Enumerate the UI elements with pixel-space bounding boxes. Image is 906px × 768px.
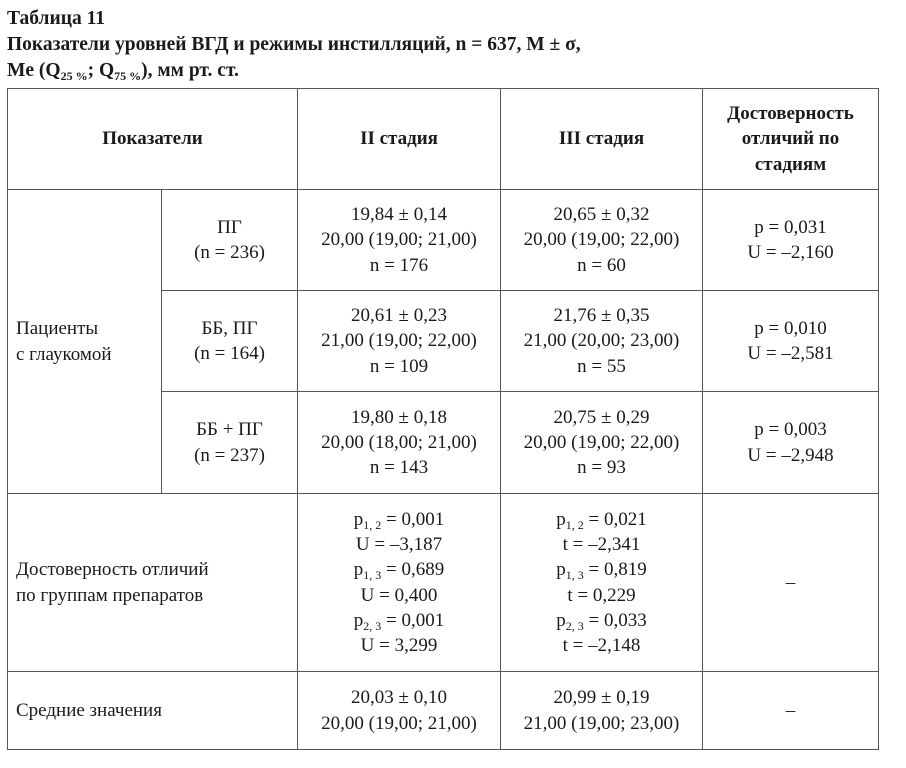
p13-value: $p_{1, 3} = 0,819$	[556, 559, 647, 583]
median-iqr: 20,00 (19,00; 22,00)	[523, 431, 680, 453]
subgroup-count: (n = 164)	[194, 343, 265, 364]
sample-size: n = 143	[369, 457, 429, 479]
median-iqr: 20,00 (19,00; 22,00)	[523, 229, 680, 251]
median-iqr: 21,00 (19,00; 22,00)	[321, 330, 477, 352]
title-part-b: ; Q	[87, 60, 115, 81]
u-statistic: U = –2,160	[747, 242, 834, 263]
header-row	[8, 89, 879, 190]
u-statistic: U = –2,581	[747, 343, 834, 364]
stage-3-cell	[501, 291, 703, 392]
p-value: p = 0,010	[754, 317, 827, 339]
t13-statistic: t = 0,229	[567, 584, 636, 606]
patients-group-label	[8, 190, 162, 494]
means-label: Средние значения	[8, 672, 298, 750]
subgroup-name: ББ, ПГ	[201, 317, 258, 339]
subgroup-label	[162, 291, 298, 392]
table-title-line-1: Показатели уровней ВГД и режимы инстилляций, n = 637, M ± σ,	[7, 34, 581, 55]
stage-3-cell	[501, 190, 703, 291]
iop-data-table	[7, 88, 879, 750]
significance-cell	[703, 291, 879, 392]
mean-sd: 20,61 ± 0,23	[351, 305, 447, 327]
median-iqr: 20,00 (18,00; 21,00)	[321, 431, 477, 453]
p-value: p = 0,031	[754, 216, 827, 238]
mean-sd: 20,65 ± 0,32	[553, 204, 650, 226]
median-iqr: 21,00 (20,00; 23,00)	[523, 330, 680, 352]
sample-size: n = 60	[577, 254, 626, 276]
u13-statistic: U = 0,400	[360, 584, 438, 606]
median-iqr: 21,00 (19,00; 23,00)	[523, 712, 680, 734]
subgroup-count: (n = 236)	[194, 242, 265, 263]
drug-groups-label-line-1: Достоверность отличий	[16, 559, 209, 581]
table-caption	[7, 6, 581, 84]
sample-size: n = 93	[577, 457, 626, 479]
median-iqr: 20,00 (19,00; 21,00)	[321, 229, 477, 251]
t12-statistic: t = –2,341	[562, 533, 641, 555]
subgroup-label	[162, 190, 298, 291]
header-significance-line-1: Достоверность	[727, 103, 854, 125]
mean-sd: 20,99 ± 0,19	[553, 687, 650, 709]
u23-statistic: U = 3,299	[360, 635, 438, 657]
subgroup-label	[162, 392, 298, 494]
p12-value: $p_{1, 2} = 0,001$	[353, 508, 445, 532]
patients-label-line-2: с глаукомой	[16, 343, 112, 365]
means-significance: –	[703, 672, 879, 750]
sample-size: n = 55	[577, 355, 626, 377]
title-part-c: ), мм рт. ст.	[141, 60, 239, 81]
table-number: Таблица 11	[7, 8, 105, 29]
stage-2-means-cell	[298, 672, 501, 750]
stage-3-means-cell	[501, 672, 703, 750]
title-part-a: Me (Q	[7, 60, 61, 81]
significance-cell	[703, 392, 879, 494]
sample-size: n = 109	[369, 355, 429, 377]
p13-value: $p_{1, 3} = 0,689$	[353, 559, 445, 583]
mean-sd: 20,75 ± 0,29	[553, 406, 650, 428]
mean-sd: 19,80 ± 0,18	[351, 406, 447, 428]
subgroup-name: ББ + ПГ	[196, 419, 263, 441]
table-row-pg	[8, 190, 879, 291]
stage-3-drug-cell	[501, 494, 703, 672]
patients-label-line-1: Пациенты	[16, 318, 99, 340]
table-row-means	[8, 672, 879, 750]
stage-3-cell	[501, 392, 703, 494]
header-stage-2: II стадия	[298, 89, 501, 190]
header-indicators: Показатели	[8, 89, 298, 190]
header-significance-line-3: стадиям	[754, 153, 827, 175]
header-stage-3: III стадия	[501, 89, 703, 190]
title-subscript-q25: 25 %	[60, 69, 88, 83]
header-significance	[703, 89, 879, 190]
stage-2-cell	[298, 190, 501, 291]
subgroup-name: ПГ	[217, 216, 242, 238]
subgroup-count: (n = 237)	[194, 444, 265, 466]
p-value: p = 0,003	[754, 419, 827, 441]
u-statistic: U = –2,948	[747, 444, 834, 466]
stage-2-cell	[298, 291, 501, 392]
u12-statistic: U = –3,187	[355, 533, 443, 555]
stage-2-cell	[298, 392, 501, 494]
p23-value: $p_{2, 3} = 0,033$	[556, 609, 647, 633]
p23-value: $p_{2, 3} = 0,001$	[353, 609, 445, 633]
drug-groups-label	[8, 494, 298, 672]
stage-2-drug-cell	[298, 494, 501, 672]
t23-statistic: t = –2,148	[562, 635, 641, 657]
mean-sd: 19,84 ± 0,14	[351, 204, 447, 226]
drug-groups-label-line-2: по группам препаратов	[16, 584, 204, 606]
mean-sd: 20,03 ± 0,10	[351, 687, 447, 709]
sample-size: n = 176	[369, 254, 429, 276]
title-subscript-q75: 75 %	[114, 69, 142, 83]
p12-value: $p_{1, 2} = 0,021$	[556, 508, 647, 532]
header-significance-line-2: отличий по	[741, 128, 840, 150]
table-title-line-2	[7, 58, 581, 84]
median-iqr: 20,00 (19,00; 21,00)	[321, 712, 477, 734]
table-row-drug-groups	[8, 494, 879, 672]
drug-groups-significance: –	[703, 494, 879, 672]
mean-sd: 21,76 ± 0,35	[553, 305, 650, 327]
significance-cell	[703, 190, 879, 291]
